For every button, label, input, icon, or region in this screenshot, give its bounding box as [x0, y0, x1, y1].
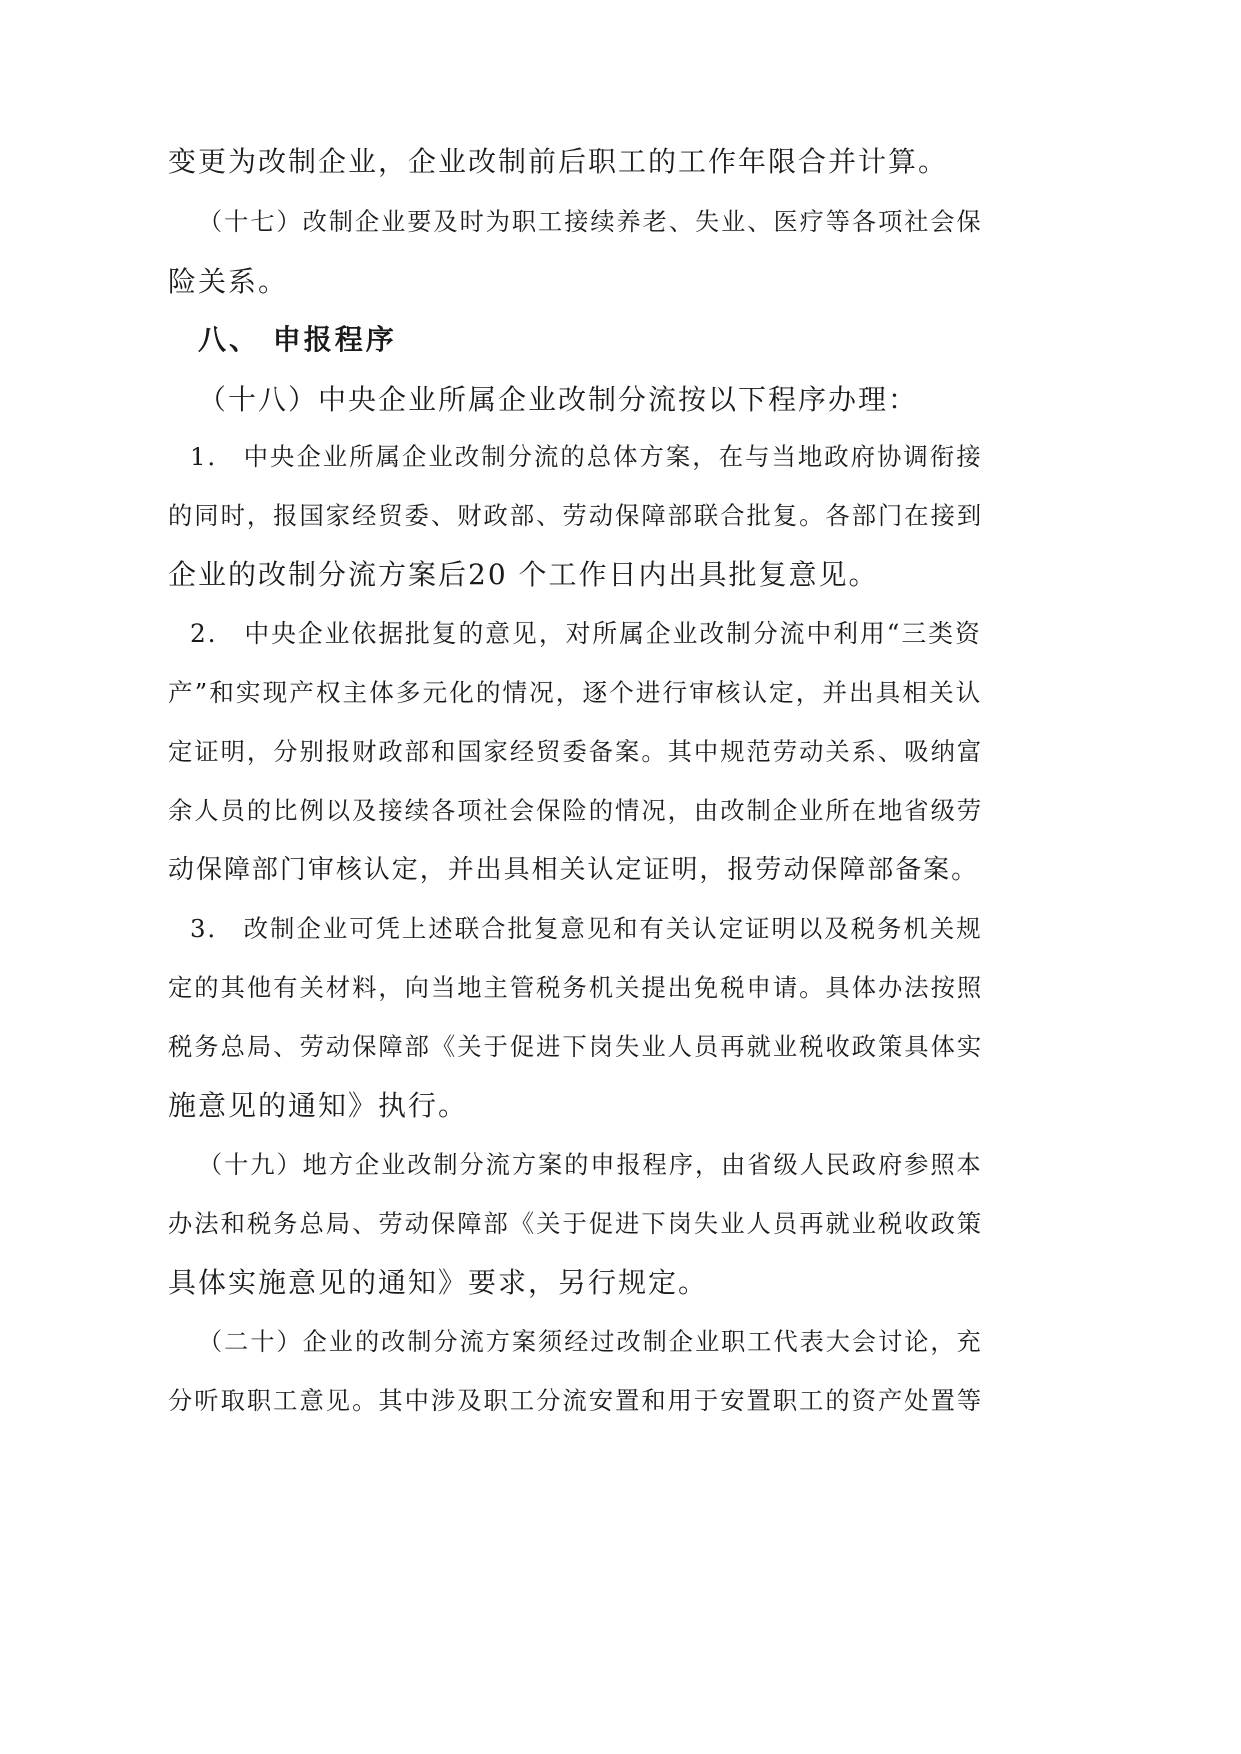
- body-text-line: 变更为改制企业，企业改制前后职工的工作年限合并计算。: [168, 145, 949, 178]
- body-text-line: 具体实施意见的通知》要求，另行规定。: [168, 1266, 709, 1299]
- body-text-line: 定证明，分别报财政部和国家经贸委备案。其中规范劳动关系、吸纳富: [168, 737, 984, 766]
- body-text-line: 产”和实现产权主体多元化的情况，逐个进行审核认定，并出具相关认: [168, 678, 983, 707]
- body-text-line: 办法和税务总局、劳动保障部《关于促进下岗失业人员再就业税收政策: [168, 1209, 984, 1238]
- body-text-line: （二十）企业的改制分流方案须经过改制企业职工代表大会讨论，充: [198, 1328, 983, 1356]
- body-text-line: 1． 中央企业所属企业改制分流的总体方案，在与当地政府协调衔接: [190, 442, 983, 471]
- body-text-line: 企业的改制分流方案后20 个工作日内出具批复意见。: [168, 558, 879, 591]
- body-text-line: 动保障部门审核认定，并出具相关认定证明，报劳动保障部备案。: [168, 855, 980, 885]
- body-text-line: 税务总局、劳动保障部《关于促进下岗失业人员再就业税收政策具体实: [168, 1032, 984, 1061]
- body-text-line: 施意见的通知》执行。: [168, 1089, 469, 1122]
- body-text-line: 险关系。: [168, 265, 289, 298]
- body-text-line: 定的其他有关材料，向当地主管税务机关提出免税申请。具体办法按照: [168, 973, 984, 1002]
- section-heading: 八、 申报程序: [198, 323, 397, 356]
- body-text-line: 2． 中央企业依据批复的意见，对所属企业改制分流中利用“三类资: [190, 619, 982, 648]
- body-text-line: （十九）地方企业改制分流方案的申报程序，由省级人民政府参照本: [198, 1151, 983, 1179]
- body-text-line: 的同时，报国家经贸委、财政部、劳动保障部联合批复。各部门在接到: [168, 501, 984, 530]
- body-text-line: （十八）中央企业所属企业改制分流按以下程序办理：: [198, 383, 919, 416]
- body-text-line: 3． 改制企业可凭上述联合批复意见和有关认定证明以及税务机关规: [190, 914, 983, 943]
- body-text-line: 余人员的比例以及接续各项社会保险的情况，由改制企业所在地省级劳: [168, 796, 984, 825]
- body-text-line: 分听取职工意见。其中涉及职工分流安置和用于安置职工的资产处置等: [168, 1386, 984, 1415]
- body-text-line: （十七）改制企业要及时为职工接续养老、失业、医疗等各项社会保: [198, 208, 983, 236]
